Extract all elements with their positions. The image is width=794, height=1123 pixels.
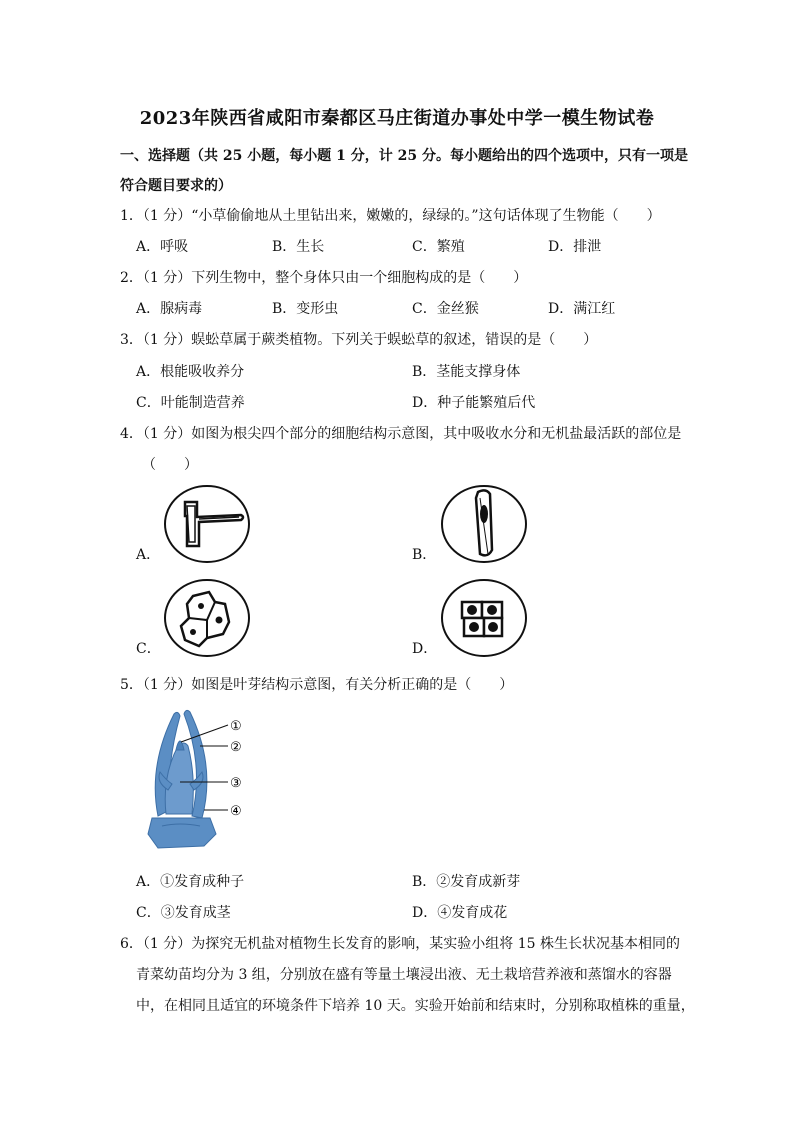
q5-option-a: A．①发育成种子: [136, 874, 245, 890]
q1-stem: 1．（1 分）“小草偷偷地从土里钻出来，嫩嫩的，绿绿的。”这句话体现了生物能（ ）: [120, 208, 661, 224]
q1-option-a: A．呼吸: [136, 239, 189, 255]
bud-label-2: ②: [230, 740, 242, 755]
elongation-zone-cells-figure: [163, 578, 251, 658]
q3-option-b: B．茎能支撑身体: [412, 364, 521, 380]
q5-option-c: C．③发育成茎: [136, 905, 231, 921]
q3-option-c: C．叶能制造营养: [136, 395, 245, 411]
q6-line-2: 青菜幼苗均分为 3 组，分别放在盛有等量土壤浸出液、无土栽培营养液和蒸馏水的容器: [136, 967, 672, 983]
bud-label-4: ④: [230, 804, 242, 819]
q4-option-a: A．: [136, 547, 161, 563]
q4-option-d: D．: [412, 641, 438, 657]
q4-stem-line-2: （ ）: [142, 457, 198, 473]
leaf-bud-structure-figure: [144, 706, 280, 856]
q1-option-c: C．繁殖: [412, 239, 465, 255]
page-title: 2023年陕西省咸阳市秦都区马庄街道办事处中学一模生物试卷: [139, 108, 655, 129]
section-heading-line-1: 一、选择题（共 25 小题，每小题 1 分，计 25 分。每小题给出的四个选项中，只有一项是: [120, 148, 688, 164]
q2-stem: 2．（1 分）下列生物中，整个身体只由一个细胞构成的是（ ）: [120, 270, 528, 286]
elongated-cell-figure: [440, 484, 528, 564]
q4-stem-line-1: 4．（1 分）如图为根尖四个部分的细胞结构示意图，其中吸收水分和无机盐最活跃的部位是: [120, 426, 682, 442]
q5-option-d: D．④发育成花: [412, 905, 508, 921]
meristem-cells-figure: [440, 578, 528, 658]
q3-stem: 3．（1 分）蜈蚣草属于蕨类植物。下列关于蜈蚣草的叙述，错误的是（ ）: [120, 332, 598, 348]
q3-option-a: A．根能吸收养分: [136, 364, 245, 380]
q1-option-d: D．排泄: [548, 239, 602, 255]
q1-option-b: B．生长: [272, 239, 325, 255]
bud-label-3: ③: [230, 776, 242, 791]
q2-option-d: D．满江红: [548, 301, 616, 317]
root-hair-cell-figure: [163, 484, 251, 564]
q2-option-c: C．金丝猴: [412, 301, 479, 317]
q2-option-a: A．腺病毒: [136, 301, 203, 317]
q3-option-d: D．种子能繁殖后代: [412, 395, 536, 411]
bud-label-1: ①: [230, 719, 242, 734]
section-heading-line-2: 符合题目要求的）: [120, 178, 232, 194]
q5-stem: 5．（1 分）如图是叶芽结构示意图，有关分析正确的是（ ）: [120, 677, 514, 693]
q4-option-b: B．: [412, 547, 437, 563]
q6-line-1: 6．（1 分）为探究无机盐对植物生长发育的影响，某实验小组将 15 株生长状况基本相同的: [120, 936, 680, 952]
q6-line-3: 中，在相同且适宜的环境条件下培养 10 天。实验开始前和结束时，分别称取植株的重量，: [136, 998, 695, 1014]
q2-option-b: B．变形虫: [272, 301, 339, 317]
q5-option-b: B．②发育成新芽: [412, 874, 521, 890]
q4-option-c: C．: [136, 641, 161, 657]
